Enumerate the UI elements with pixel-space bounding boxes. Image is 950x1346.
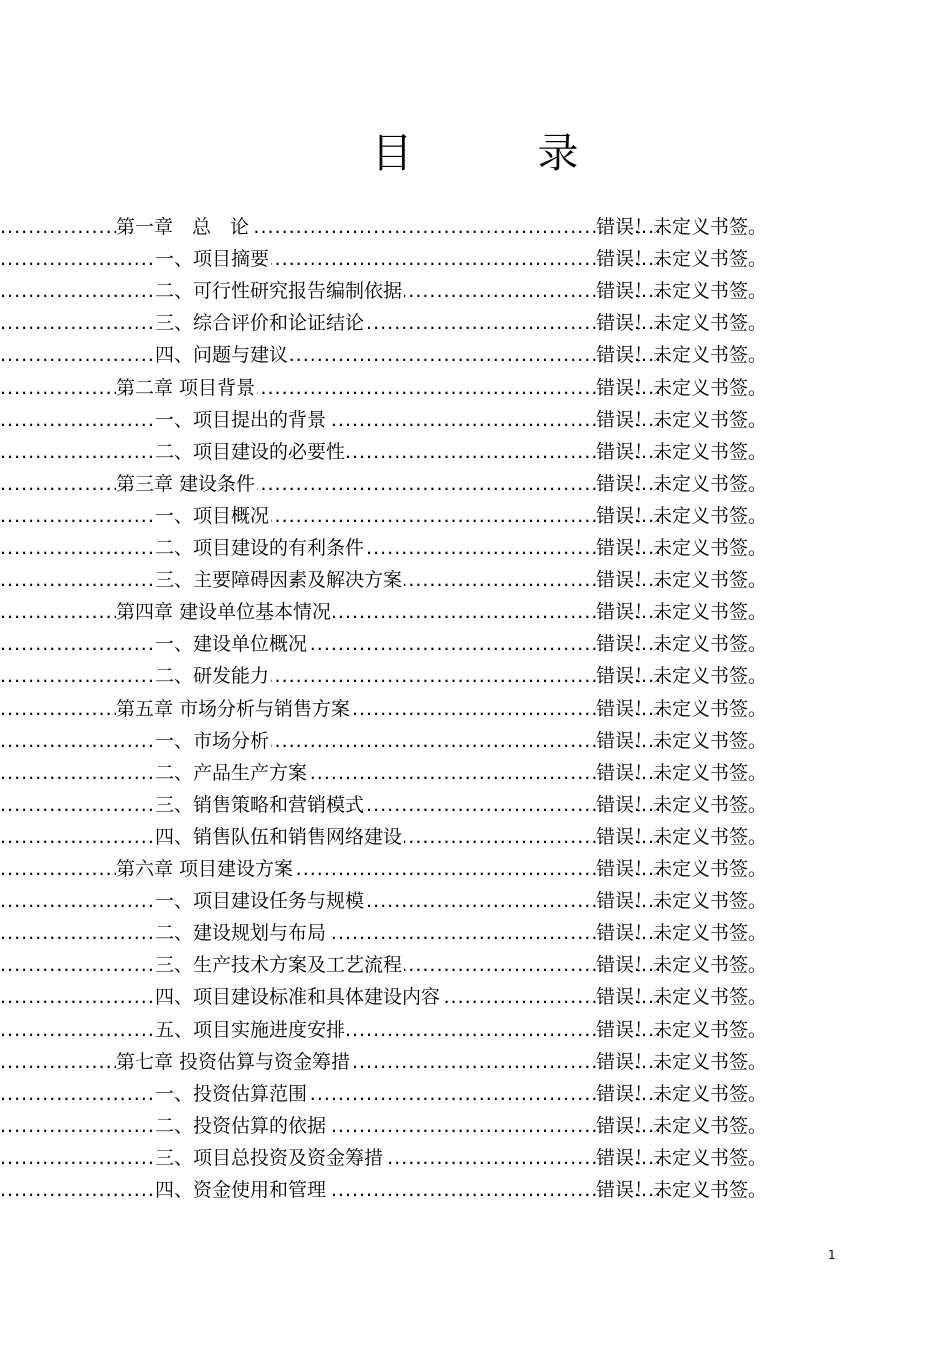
- toc-entry[interactable]: [0, 244, 950, 274]
- toc-entry-title: 三、主要障碍因素及解决方案: [155, 569, 403, 592]
- toc-entry[interactable]: [0, 629, 950, 659]
- toc-entry-title: 二、研发能力: [155, 665, 270, 688]
- toc-entry[interactable]: [0, 565, 950, 595]
- toc-entry-title: 二、可行性研究报告编制依据: [155, 280, 403, 303]
- title-char-left: 目: [371, 129, 413, 177]
- toc-entry[interactable]: [0, 950, 950, 980]
- toc-entry-page-ref: .... 错误！未定义书签。: [596, 694, 786, 724]
- toc-entry-title: 三、销售策略和营销模式: [155, 793, 365, 816]
- toc-entry[interactable]: [0, 661, 950, 691]
- toc-entry-page-ref: .... 错误！未定义书签。: [596, 308, 786, 338]
- toc-entry-page-ref: .... 错误！未定义书签。: [596, 629, 786, 659]
- toc-entry[interactable]: [0, 1143, 950, 1173]
- toc-entry-title: 第四章 建设单位基本情况: [116, 601, 332, 624]
- toc-entry[interactable]: [0, 854, 950, 884]
- title-char-right: 录: [537, 129, 579, 177]
- toc-entry-page-ref: .... 错误！未定义书签。: [596, 790, 786, 820]
- toc-entry-page-ref: .... 错误！未定义书签。: [596, 244, 786, 274]
- toc-entry-page-ref: .... 错误！未定义书签。: [596, 1175, 786, 1205]
- toc-entry[interactable]: [0, 758, 950, 788]
- toc-entry[interactable]: [0, 533, 950, 563]
- toc-entry-page-ref: .... 错误！未定义书签。: [596, 212, 786, 242]
- toc-entry-page-ref: .... 错误！未定义书签。: [596, 918, 786, 948]
- toc-entry-page-ref: .... 错误！未定义书签。: [596, 1111, 786, 1141]
- toc-entry-page-ref: .... 错误！未定义书签。: [596, 822, 786, 852]
- toc-entry-page-ref: .... 错误！未定义书签。: [596, 950, 786, 980]
- toc-entry-page-ref: .... 错误！未定义书签。: [596, 340, 786, 370]
- toc-entry-page-ref: .... 错误！未定义书签。: [596, 1015, 786, 1045]
- toc-entry-title: 第一章 总 论: [116, 216, 250, 238]
- toc-entry-title: 四、项目建设标准和具体建设内容: [155, 986, 441, 1009]
- page-title: [0, 128, 950, 178]
- toc-entry-title: 三、生产技术方案及工艺流程: [155, 954, 403, 977]
- toc-entry-title: 二、建设规划与布局: [155, 922, 327, 945]
- toc-entry-title: 一、项目概况: [155, 504, 270, 527]
- toc-entry-title: 四、资金使用和管理: [155, 1179, 327, 1201]
- toc-entry[interactable]: [0, 822, 950, 852]
- toc-entry-title: 第三章 建设条件: [116, 472, 256, 495]
- toc-entry-page-ref: .... 错误！未定义书签。: [596, 469, 786, 499]
- toc-entry-title: 一、项目摘要: [155, 248, 270, 271]
- toc-entry-page-ref: .... 错误！未定义书签。: [596, 1047, 786, 1077]
- toc-entry[interactable]: [0, 886, 950, 916]
- toc-entry-page-ref: .... 错误！未定义书签。: [596, 597, 786, 627]
- toc-entry[interactable]: [0, 1015, 950, 1045]
- toc-entry[interactable]: [0, 405, 950, 435]
- toc-entry-page-ref: .... 错误！未定义书签。: [596, 726, 786, 756]
- toc-entry-title: 二、投资估算的依据: [155, 1114, 327, 1137]
- toc-entry-title: 一、项目提出的背景: [155, 408, 327, 431]
- toc-entry[interactable]: [0, 340, 950, 370]
- toc-entry-title: 五、项目实施进度安排: [155, 1018, 346, 1041]
- toc-entry[interactable]: [0, 1175, 950, 1205]
- toc-entry[interactable]: [0, 1111, 950, 1141]
- toc-entry[interactable]: [0, 918, 950, 948]
- toc-entry[interactable]: [0, 501, 950, 531]
- toc-entry-page-ref: .... 错误！未定义书签。: [596, 437, 786, 467]
- toc-entry[interactable]: [0, 276, 950, 306]
- toc-entry-title: 二、项目建设的有利条件: [155, 537, 365, 559]
- toc-entry-page-ref: .... 错误！未定义书签。: [596, 373, 786, 403]
- toc-entry-title: 二、项目建设的必要性: [155, 440, 346, 463]
- toc-entry[interactable]: [0, 212, 950, 242]
- toc-entry-title: 二、产品生产方案: [155, 761, 308, 784]
- toc-entry-title: 三、综合评价和论证结论: [155, 312, 365, 335]
- toc-entry-page-ref: .... 错误！未定义书签。: [596, 982, 786, 1012]
- toc-entry-title: 第六章 项目建设方案: [116, 858, 294, 880]
- toc-entry[interactable]: [0, 982, 950, 1012]
- toc-entry-title: 第二章 项目背景: [116, 376, 256, 399]
- toc-entry-page-ref: .... 错误！未定义书签。: [596, 1143, 786, 1173]
- toc-entry[interactable]: [0, 308, 950, 338]
- toc-entry[interactable]: [0, 469, 950, 499]
- page-number: 1: [828, 1248, 836, 1262]
- toc-entry-page-ref: .... 错误！未定义书签。: [596, 886, 786, 916]
- toc-entry-page-ref: .... 错误！未定义书签。: [596, 1079, 786, 1109]
- toc-entry-title: 一、投资估算范围: [155, 1082, 308, 1105]
- toc-entry[interactable]: [0, 726, 950, 756]
- toc-entry-title: 四、销售队伍和销售网络建设: [155, 825, 403, 848]
- toc-entry-page-ref: .... 错误！未定义书签。: [596, 405, 786, 435]
- toc-entry-page-ref: .... 错误！未定义书签。: [596, 854, 786, 884]
- toc-entry-title: 三、项目总投资及资金筹措: [155, 1146, 384, 1169]
- toc-entry[interactable]: [0, 373, 950, 403]
- toc-entry-title: 四、问题与建议: [155, 344, 289, 367]
- toc-entry-page-ref: .... 错误！未定义书签。: [596, 565, 786, 595]
- toc-entry-page-ref: .... 错误！未定义书签。: [596, 276, 786, 306]
- toc-entry-title: 一、市场分析: [155, 729, 270, 752]
- toc-entry[interactable]: [0, 597, 950, 627]
- toc-entry[interactable]: [0, 694, 950, 724]
- toc-entry-page-ref: .... 错误！未定义书签。: [596, 661, 786, 691]
- toc-entry[interactable]: [0, 437, 950, 467]
- toc-entry[interactable]: [0, 1047, 950, 1077]
- toc-entry[interactable]: [0, 790, 950, 820]
- toc-entry-page-ref: .... 错误！未定义书签。: [596, 501, 786, 531]
- toc-entry-page-ref: .... 错误！未定义书签。: [596, 533, 786, 563]
- toc-entry[interactable]: [0, 1079, 950, 1109]
- toc-entry-title: 一、建设单位概况: [155, 633, 308, 656]
- toc-entry-page-ref: .... 错误！未定义书签。: [596, 758, 786, 788]
- toc-entry-title: 第七章 投资估算与资金筹措: [116, 1050, 351, 1073]
- toc-entry-title: 第五章 市场分析与销售方案: [116, 697, 351, 720]
- toc-entry-title: 一、项目建设任务与规模: [155, 890, 365, 913]
